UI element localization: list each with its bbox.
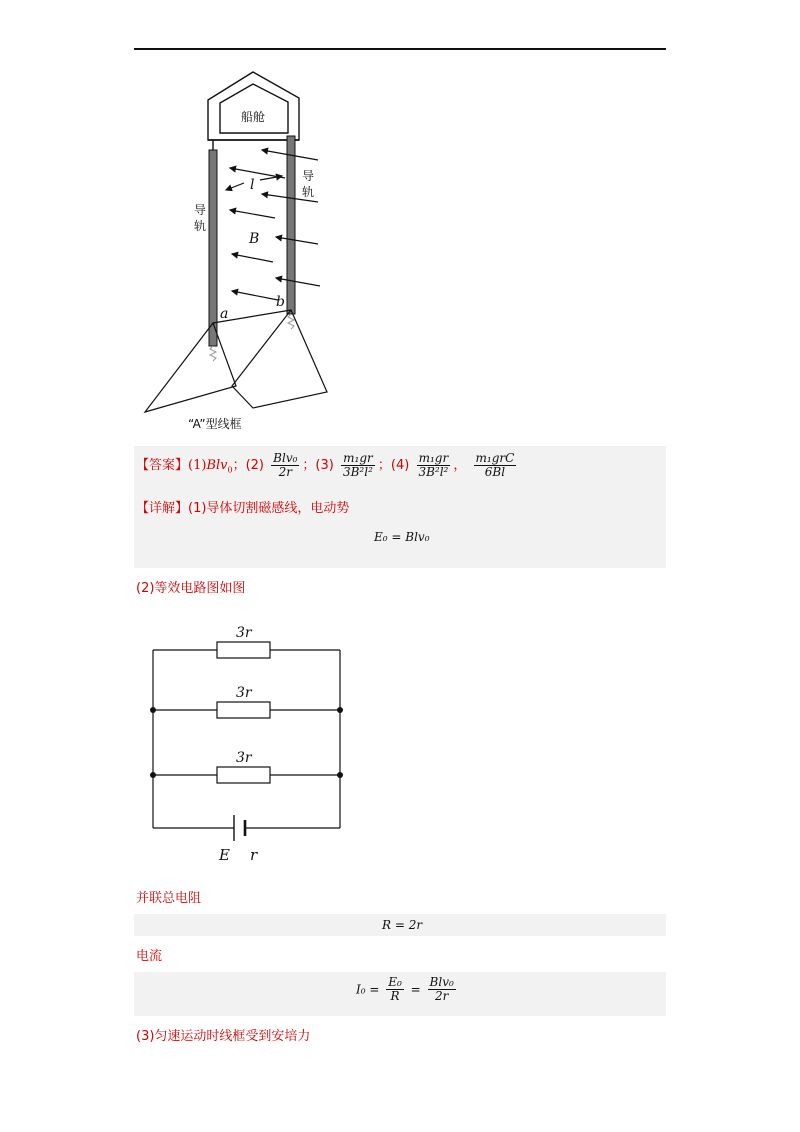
answer-line: 【答案】(1)Blv$_0$；(2) $\frac{\text{Blv₀}}{2r}$ ；(3) $\frac{\text{m₁gr}}{\text{3B²l²}}$ ；(4) $\frac{\text{m₁gr}}{\text{3B²l²}}$ ， $\frac{\text{m₁grC}}{6Bl}$ xyxy=(136,451,515,479)
detail-tag: 【详解】 xyxy=(136,501,189,516)
resistor-1-label: 3r xyxy=(236,625,252,641)
cabin-outer xyxy=(208,72,299,140)
resistor-3 xyxy=(217,767,270,783)
frame-right-triangle xyxy=(232,310,327,408)
cabin-label: 船舱 xyxy=(241,110,266,124)
resistor-2 xyxy=(217,702,270,718)
part3-heading: (3)匀速运动时线框受到安培力 xyxy=(136,1029,311,1044)
resistor-1 xyxy=(217,642,270,658)
detail-line: 【详解】(1)导体切割磁感线，电动势 xyxy=(136,501,350,516)
symbol-B: B xyxy=(249,231,260,247)
eq-I: I₀ = $\frac{\text{E₀}}{R}$ = $\frac{\text{Blv₀}}{2r}$ xyxy=(356,975,454,1003)
eq-R: R = 2r xyxy=(382,918,423,932)
current-label: 电流 xyxy=(136,949,163,964)
right-rail xyxy=(287,136,295,314)
left-rail xyxy=(209,150,217,346)
parallel-label: 并联总电阻 xyxy=(136,891,202,906)
symbol-a: a xyxy=(220,306,229,322)
svg-text:轨: 轨 xyxy=(302,185,315,199)
rail-label-right: 导 xyxy=(302,169,315,183)
circuit-diagram xyxy=(140,615,360,865)
emf-label: E xyxy=(219,846,230,864)
rail-label-left: 导 xyxy=(194,203,207,217)
svg-text:轨: 轨 xyxy=(194,219,207,233)
top-rule xyxy=(134,48,666,50)
frame-left-triangle xyxy=(145,323,236,412)
symbol-b: b xyxy=(276,294,285,310)
frame-caption: “A”型线框 xyxy=(188,417,242,431)
symbol-l: l xyxy=(250,177,255,193)
part2-heading: (2)等效电路图如图 xyxy=(136,581,246,596)
rail-diagram xyxy=(140,65,340,435)
cabin-inner xyxy=(220,84,288,133)
left-spring xyxy=(210,346,216,361)
resistor-2-label: 3r xyxy=(236,685,252,701)
internal-r-label: r xyxy=(250,846,258,864)
answer-tag: 【答案】 xyxy=(136,458,189,473)
resistor-3-label: 3r xyxy=(236,750,252,766)
eq-emf: E₀ = Blv₀ xyxy=(374,530,430,544)
